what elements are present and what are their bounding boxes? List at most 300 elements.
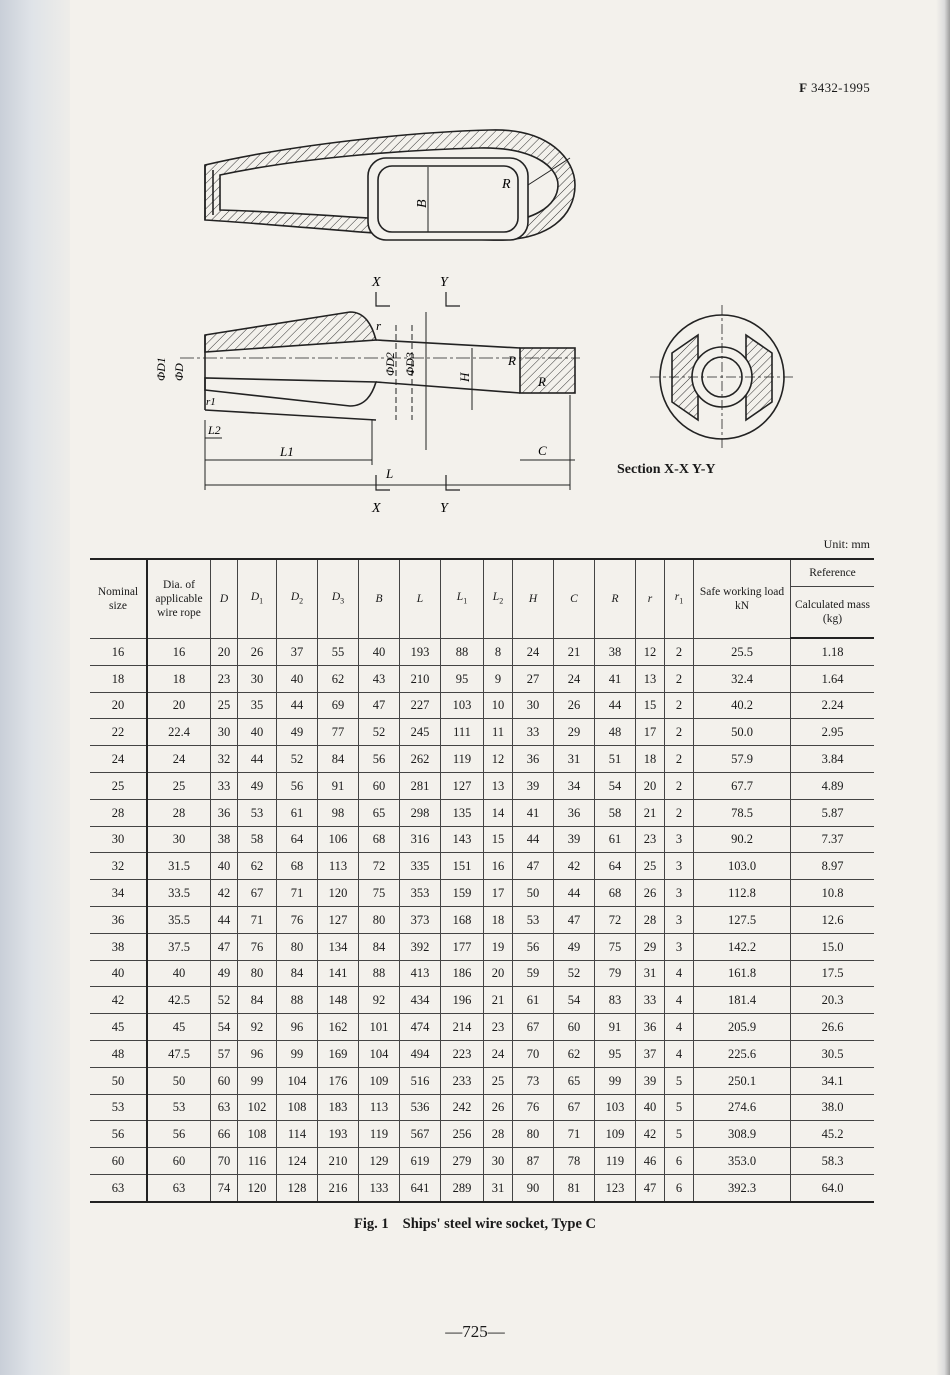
table-cell: 242 bbox=[441, 1094, 484, 1121]
table-cell: 77 bbox=[318, 719, 359, 746]
table-cell: 18 bbox=[147, 665, 211, 692]
col-nominal-size: Nominal size bbox=[90, 559, 147, 638]
col-L: L bbox=[400, 559, 441, 638]
table-cell: 40 bbox=[211, 853, 238, 880]
table-cell: 54 bbox=[595, 772, 636, 799]
table-cell: 46 bbox=[636, 1148, 665, 1175]
table-cell: 23 bbox=[484, 1014, 513, 1041]
table-row bbox=[90, 692, 874, 719]
table-cell: 119 bbox=[359, 1121, 400, 1148]
table-cell: 71 bbox=[554, 1121, 595, 1148]
table-cell: 16 bbox=[90, 638, 147, 665]
table-cell: 56 bbox=[359, 746, 400, 773]
table-cell: 12 bbox=[636, 638, 665, 665]
table-cell: 21 bbox=[554, 638, 595, 665]
table-cell: 2 bbox=[665, 665, 694, 692]
label-L1: L1 bbox=[280, 444, 294, 459]
table-cell: 123 bbox=[595, 1174, 636, 1201]
table-cell: 13 bbox=[484, 772, 513, 799]
table-cell: 61 bbox=[277, 799, 318, 826]
table-cell: 40 bbox=[277, 665, 318, 692]
table-cell: 25 bbox=[636, 853, 665, 880]
table-cell: 256 bbox=[441, 1121, 484, 1148]
table-cell: 76 bbox=[277, 906, 318, 933]
plan-view bbox=[205, 130, 575, 240]
table-cell: 44 bbox=[238, 746, 277, 773]
table-cell: 109 bbox=[595, 1121, 636, 1148]
table-cell: 31 bbox=[636, 960, 665, 987]
table-cell: 4 bbox=[665, 1014, 694, 1041]
table-cell: 67 bbox=[554, 1094, 595, 1121]
table-cell: 80 bbox=[238, 960, 277, 987]
table-cell: 11 bbox=[484, 719, 513, 746]
table-cell: 25 bbox=[90, 772, 147, 799]
table-cell: 32 bbox=[211, 746, 238, 773]
table-cell: 38 bbox=[90, 933, 147, 960]
table-cell: 159 bbox=[441, 880, 484, 907]
table-row bbox=[90, 772, 874, 799]
table-cell: 10 bbox=[484, 692, 513, 719]
figure-caption: Fig. 1 Ships' steel wire socket, Type C bbox=[354, 1216, 596, 1232]
table-cell: 353 bbox=[400, 880, 441, 907]
socket-dimensions-table bbox=[90, 558, 874, 1203]
table-cell: 148 bbox=[318, 987, 359, 1014]
table-cell: 335 bbox=[400, 853, 441, 880]
table-cell: 56 bbox=[277, 772, 318, 799]
page-edge-shadow bbox=[936, 0, 950, 1375]
table-cell: 38 bbox=[211, 826, 238, 853]
table-cell: 34.1 bbox=[791, 1067, 875, 1094]
table-cell: 64 bbox=[277, 826, 318, 853]
table-cell: 2.24 bbox=[791, 692, 875, 719]
col-wire-dia: Dia. of applicable wire rope bbox=[147, 559, 211, 638]
table-cell: 5 bbox=[665, 1121, 694, 1148]
table-cell: 250.1 bbox=[694, 1067, 791, 1094]
table-cell: 21 bbox=[636, 799, 665, 826]
table-cell: 48 bbox=[595, 719, 636, 746]
table-cell: 53 bbox=[513, 906, 554, 933]
table-cell: 245 bbox=[400, 719, 441, 746]
table-cell: 205.9 bbox=[694, 1014, 791, 1041]
page-number: —725— bbox=[445, 1322, 505, 1341]
col-L1: $L_1$ bbox=[441, 559, 484, 638]
table-cell: 31 bbox=[484, 1174, 513, 1201]
table-cell: 30.5 bbox=[791, 1040, 875, 1067]
table-cell: 392.3 bbox=[694, 1174, 791, 1201]
col-r1: $r_1$ bbox=[665, 559, 694, 638]
col-H: H bbox=[513, 559, 554, 638]
table-cell: 274.6 bbox=[694, 1094, 791, 1121]
table-cell: 3 bbox=[665, 906, 694, 933]
table-cell: 47 bbox=[554, 906, 595, 933]
table-cell: 128 bbox=[277, 1174, 318, 1201]
label-R-side1: R bbox=[508, 353, 516, 368]
table-cell: 104 bbox=[277, 1067, 318, 1094]
col-D2: $D_2$ bbox=[277, 559, 318, 638]
table-cell: 67 bbox=[513, 1014, 554, 1041]
table-cell: 40 bbox=[147, 960, 211, 987]
table-cell: 37 bbox=[277, 638, 318, 665]
table-row bbox=[90, 1121, 874, 1148]
label-r: r bbox=[376, 318, 382, 333]
table-cell: 21 bbox=[484, 987, 513, 1014]
table-cell: 79 bbox=[595, 960, 636, 987]
table-cell: 58.3 bbox=[791, 1148, 875, 1175]
table-cell: 3 bbox=[665, 853, 694, 880]
table-cell: 36 bbox=[211, 799, 238, 826]
table-cell: 56 bbox=[513, 933, 554, 960]
table-row bbox=[90, 1094, 874, 1121]
table-cell: 83 bbox=[595, 987, 636, 1014]
table-cell: 67 bbox=[238, 880, 277, 907]
table-cell: 474 bbox=[400, 1014, 441, 1041]
table-cell: 24 bbox=[90, 746, 147, 773]
label-R-side2: R bbox=[538, 374, 546, 389]
table-cell: 36 bbox=[554, 799, 595, 826]
table-cell: 641 bbox=[400, 1174, 441, 1201]
table-cell: 103 bbox=[595, 1094, 636, 1121]
table-cell: 60 bbox=[359, 772, 400, 799]
table-cell: 95 bbox=[441, 665, 484, 692]
table-cell: 58 bbox=[238, 826, 277, 853]
table-cell: 169 bbox=[318, 1040, 359, 1067]
table-cell: 63 bbox=[90, 1174, 147, 1201]
table-cell: 143 bbox=[441, 826, 484, 853]
table-cell: 37.5 bbox=[147, 933, 211, 960]
table-cell: 227 bbox=[400, 692, 441, 719]
table-cell: 70 bbox=[513, 1040, 554, 1067]
table-cell: 24 bbox=[554, 665, 595, 692]
table-cell: 33 bbox=[513, 719, 554, 746]
table-cell: 40.2 bbox=[694, 692, 791, 719]
table-cell: 38 bbox=[595, 638, 636, 665]
col-D1: $D_1$ bbox=[238, 559, 277, 638]
table-cell: 74 bbox=[211, 1174, 238, 1201]
table-cell: 26.6 bbox=[791, 1014, 875, 1041]
table-row bbox=[90, 906, 874, 933]
table-cell: 49 bbox=[238, 772, 277, 799]
table-cell: 30 bbox=[147, 826, 211, 853]
table-cell: 289 bbox=[441, 1174, 484, 1201]
table-cell: 6 bbox=[665, 1174, 694, 1201]
table-cell: 42 bbox=[554, 853, 595, 880]
table-cell: 99 bbox=[595, 1067, 636, 1094]
table-cell: 116 bbox=[238, 1148, 277, 1175]
table-cell: 2 bbox=[665, 799, 694, 826]
table-cell: 25.5 bbox=[694, 638, 791, 665]
table-cell: 15 bbox=[484, 826, 513, 853]
table-cell: 73 bbox=[513, 1067, 554, 1094]
table-cell: 392 bbox=[400, 933, 441, 960]
table-cell: 88 bbox=[441, 638, 484, 665]
table-cell: 99 bbox=[238, 1067, 277, 1094]
table-cell: 40 bbox=[359, 638, 400, 665]
table-cell: 45 bbox=[147, 1014, 211, 1041]
table-cell: 72 bbox=[595, 906, 636, 933]
table-cell: 114 bbox=[277, 1121, 318, 1148]
table-cell: 35.5 bbox=[147, 906, 211, 933]
table-cell: 44 bbox=[211, 906, 238, 933]
table-cell: 353.0 bbox=[694, 1148, 791, 1175]
table-cell: 8.97 bbox=[791, 853, 875, 880]
table-cell: 52 bbox=[554, 960, 595, 987]
table-cell: 40 bbox=[90, 960, 147, 987]
table-cell: 1.64 bbox=[791, 665, 875, 692]
table-cell: 308.9 bbox=[694, 1121, 791, 1148]
table-cell: 47 bbox=[211, 933, 238, 960]
table-cell: 43 bbox=[359, 665, 400, 692]
col-C: C bbox=[554, 559, 595, 638]
table-cell: 112.8 bbox=[694, 880, 791, 907]
table-cell: 78.5 bbox=[694, 799, 791, 826]
table-cell: 135 bbox=[441, 799, 484, 826]
table-cell: 27 bbox=[513, 665, 554, 692]
col-D: D bbox=[211, 559, 238, 638]
table-cell: 16 bbox=[147, 638, 211, 665]
table-cell: 28 bbox=[147, 799, 211, 826]
table-cell: 96 bbox=[238, 1040, 277, 1067]
table-cell: 26 bbox=[636, 880, 665, 907]
table-cell: 111 bbox=[441, 719, 484, 746]
table-cell: 2 bbox=[665, 719, 694, 746]
col-reference: Reference bbox=[791, 559, 875, 587]
table-cell: 1.18 bbox=[791, 638, 875, 665]
table-row bbox=[90, 1148, 874, 1175]
table-cell: 196 bbox=[441, 987, 484, 1014]
table-cell: 28 bbox=[484, 1121, 513, 1148]
table-cell: 12.6 bbox=[791, 906, 875, 933]
table-cell: 80 bbox=[277, 933, 318, 960]
table-row bbox=[90, 719, 874, 746]
table-cell: 42 bbox=[211, 880, 238, 907]
label-X-bottom: X bbox=[372, 501, 381, 516]
label-phiD2: ΦD2 bbox=[383, 352, 397, 376]
table-cell: 48 bbox=[90, 1040, 147, 1067]
unit-label: Unit: mm bbox=[823, 537, 870, 551]
table-body bbox=[90, 638, 874, 1202]
table-cell: 91 bbox=[595, 1014, 636, 1041]
table-cell: 96 bbox=[277, 1014, 318, 1041]
table-cell: 44 bbox=[277, 692, 318, 719]
table-cell: 41 bbox=[595, 665, 636, 692]
table-cell: 68 bbox=[277, 853, 318, 880]
table-cell: 22 bbox=[90, 719, 147, 746]
table-cell: 76 bbox=[238, 933, 277, 960]
table-cell: 225.6 bbox=[694, 1040, 791, 1067]
table-cell: 84 bbox=[238, 987, 277, 1014]
table-cell: 57.9 bbox=[694, 746, 791, 773]
table-cell: 90 bbox=[513, 1174, 554, 1201]
table-cell: 18 bbox=[90, 665, 147, 692]
table-cell: 53 bbox=[238, 799, 277, 826]
table-cell: 65 bbox=[554, 1067, 595, 1094]
table-cell: 38.0 bbox=[791, 1094, 875, 1121]
table-row bbox=[90, 665, 874, 692]
table-row bbox=[90, 826, 874, 853]
table-cell: 56 bbox=[90, 1121, 147, 1148]
table-cell: 63 bbox=[147, 1174, 211, 1201]
table-cell: 214 bbox=[441, 1014, 484, 1041]
label-r1: r1 bbox=[206, 396, 216, 408]
table-row bbox=[90, 1014, 874, 1041]
table-cell: 54 bbox=[554, 987, 595, 1014]
table-cell: 50 bbox=[90, 1067, 147, 1094]
table-cell: 62 bbox=[318, 665, 359, 692]
table-cell: 84 bbox=[359, 933, 400, 960]
table-cell: 75 bbox=[359, 880, 400, 907]
table-row bbox=[90, 799, 874, 826]
table-cell: 92 bbox=[359, 987, 400, 1014]
table-cell: 24 bbox=[513, 638, 554, 665]
table-cell: 129 bbox=[359, 1148, 400, 1175]
table-cell: 60 bbox=[147, 1148, 211, 1175]
table-cell: 103 bbox=[441, 692, 484, 719]
table-cell: 45 bbox=[90, 1014, 147, 1041]
table-cell: 4 bbox=[665, 987, 694, 1014]
table-cell: 60 bbox=[90, 1148, 147, 1175]
table-cell: 57 bbox=[211, 1040, 238, 1067]
table-cell: 36 bbox=[90, 906, 147, 933]
table-cell: 51 bbox=[595, 746, 636, 773]
cross-section-view bbox=[650, 305, 795, 450]
col-calculated-mass: Calculated mass (kg) bbox=[791, 587, 875, 639]
col-R: R bbox=[595, 559, 636, 638]
table-cell: 30 bbox=[90, 826, 147, 853]
table-cell: 44 bbox=[513, 826, 554, 853]
socket-drawing bbox=[150, 120, 800, 520]
table-cell: 92 bbox=[238, 1014, 277, 1041]
table-cell: 109 bbox=[359, 1067, 400, 1094]
table-cell: 102 bbox=[238, 1094, 277, 1121]
table-row bbox=[90, 1174, 874, 1201]
table-cell: 2 bbox=[665, 746, 694, 773]
table-cell: 28 bbox=[636, 906, 665, 933]
table-cell: 60 bbox=[211, 1067, 238, 1094]
table-cell: 55 bbox=[318, 638, 359, 665]
table-cell: 40 bbox=[238, 719, 277, 746]
table-cell: 30 bbox=[513, 692, 554, 719]
table-row bbox=[90, 987, 874, 1014]
table-cell: 99 bbox=[277, 1040, 318, 1067]
table-cell: 91 bbox=[318, 772, 359, 799]
table-cell: 54 bbox=[211, 1014, 238, 1041]
table-cell: 69 bbox=[318, 692, 359, 719]
table-cell: 20 bbox=[90, 692, 147, 719]
table-cell: 35 bbox=[238, 692, 277, 719]
table-cell: 113 bbox=[359, 1094, 400, 1121]
label-Y-top: Y bbox=[440, 275, 448, 290]
table-cell: 141 bbox=[318, 960, 359, 987]
table-cell: 281 bbox=[400, 772, 441, 799]
table-cell: 516 bbox=[400, 1067, 441, 1094]
table-cell: 108 bbox=[277, 1094, 318, 1121]
table-cell: 134 bbox=[318, 933, 359, 960]
table-cell: 108 bbox=[238, 1121, 277, 1148]
table-cell: 71 bbox=[238, 906, 277, 933]
table-cell: 42.5 bbox=[147, 987, 211, 1014]
table-cell: 14 bbox=[484, 799, 513, 826]
table-cell: 101 bbox=[359, 1014, 400, 1041]
label-X-top: X bbox=[372, 275, 381, 290]
table-cell: 68 bbox=[595, 880, 636, 907]
table-cell: 41 bbox=[513, 799, 554, 826]
table-cell: 62 bbox=[238, 853, 277, 880]
col-L2: $L_2$ bbox=[484, 559, 513, 638]
book-spine-shadow bbox=[0, 0, 70, 1375]
table-cell: 58 bbox=[595, 799, 636, 826]
table-cell: 50 bbox=[147, 1067, 211, 1094]
table-cell: 71 bbox=[277, 880, 318, 907]
table-cell: 15 bbox=[636, 692, 665, 719]
table-cell: 90.2 bbox=[694, 826, 791, 853]
table-cell: 3 bbox=[665, 880, 694, 907]
table-cell: 162 bbox=[318, 1014, 359, 1041]
table-cell: 4.89 bbox=[791, 772, 875, 799]
table-cell: 52 bbox=[277, 746, 318, 773]
table-cell: 119 bbox=[595, 1148, 636, 1175]
table-cell: 63 bbox=[211, 1094, 238, 1121]
table-cell: 20 bbox=[484, 960, 513, 987]
table-row bbox=[90, 853, 874, 880]
table-cell: 20 bbox=[211, 638, 238, 665]
table-cell: 176 bbox=[318, 1067, 359, 1094]
table-cell: 30 bbox=[484, 1148, 513, 1175]
table-cell: 3 bbox=[665, 826, 694, 853]
table-cell: 17 bbox=[636, 719, 665, 746]
table-cell: 216 bbox=[318, 1174, 359, 1201]
table-cell: 36 bbox=[513, 746, 554, 773]
table-cell: 53 bbox=[147, 1094, 211, 1121]
table-row bbox=[90, 880, 874, 907]
table-cell: 119 bbox=[441, 746, 484, 773]
table-cell: 161.8 bbox=[694, 960, 791, 987]
table-cell: 2 bbox=[665, 772, 694, 799]
table-cell: 6 bbox=[665, 1148, 694, 1175]
table-cell: 59 bbox=[513, 960, 554, 987]
table-cell: 8 bbox=[484, 638, 513, 665]
table-cell: 17 bbox=[484, 880, 513, 907]
table-cell: 47 bbox=[359, 692, 400, 719]
table-cell: 26 bbox=[484, 1094, 513, 1121]
table-cell: 34 bbox=[90, 880, 147, 907]
label-L2: L2 bbox=[208, 423, 221, 437]
table-cell: 5 bbox=[665, 1067, 694, 1094]
table-cell: 168 bbox=[441, 906, 484, 933]
table-cell: 104 bbox=[359, 1040, 400, 1067]
table-cell: 53 bbox=[90, 1094, 147, 1121]
table-cell: 98 bbox=[318, 799, 359, 826]
table-cell: 50.0 bbox=[694, 719, 791, 746]
table-cell: 25 bbox=[211, 692, 238, 719]
table-cell: 25 bbox=[147, 772, 211, 799]
table-cell: 133 bbox=[359, 1174, 400, 1201]
table-cell: 127.5 bbox=[694, 906, 791, 933]
col-safe-working-load: Safe working load kN bbox=[694, 559, 791, 638]
table-cell: 298 bbox=[400, 799, 441, 826]
table-cell: 17.5 bbox=[791, 960, 875, 987]
table-cell: 39 bbox=[554, 826, 595, 853]
table-cell: 120 bbox=[318, 880, 359, 907]
table-cell: 76 bbox=[513, 1094, 554, 1121]
table-cell: 88 bbox=[359, 960, 400, 987]
table-cell: 3.84 bbox=[791, 746, 875, 773]
table-cell: 223 bbox=[441, 1040, 484, 1067]
table-cell: 39 bbox=[513, 772, 554, 799]
table-row bbox=[90, 933, 874, 960]
table-cell: 66 bbox=[211, 1121, 238, 1148]
table-cell: 2 bbox=[665, 638, 694, 665]
table-cell: 23 bbox=[211, 665, 238, 692]
